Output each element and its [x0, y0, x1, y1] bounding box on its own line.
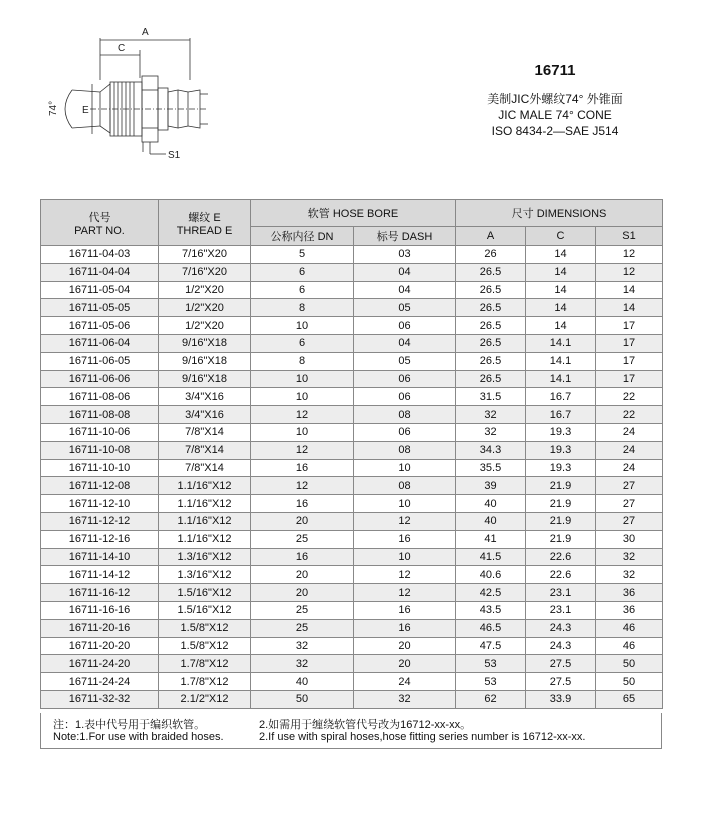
cell-c: 14 — [526, 281, 596, 299]
cell-c: 14 — [526, 263, 596, 281]
table-row — [41, 459, 663, 477]
cell-s1: 50 — [596, 673, 663, 691]
cell-s1: 17 — [596, 370, 663, 388]
note-cn-2: 2.如需用于缠绕软管代号改为16712-xx-xx。 — [259, 719, 472, 731]
cell-c: 24.3 — [526, 637, 596, 655]
cell-thread: 1.7/8"X12 — [159, 655, 251, 673]
cell-part-no: 16711-10-10 — [41, 459, 159, 477]
cell-a: 40.6 — [456, 566, 526, 584]
header-part-no — [41, 200, 159, 246]
cell-part-no: 16711-14-12 — [41, 566, 159, 584]
cell-dn: 6 — [251, 334, 354, 352]
header-thread-en: THREAD E — [176, 224, 233, 237]
cell-a: 31.5 — [456, 388, 526, 406]
cell-a: 35.5 — [456, 459, 526, 477]
cell-c: 14 — [526, 299, 596, 317]
notes-row-cn — [53, 716, 472, 732]
cell-c: 14.1 — [526, 352, 596, 370]
cell-a: 26.5 — [456, 281, 526, 299]
cell-a: 46.5 — [456, 619, 526, 637]
cell-c: 14.1 — [526, 334, 596, 352]
header-thread — [159, 200, 251, 246]
table-row — [41, 584, 663, 602]
header-hose-bore: 软管 HOSE BORE — [251, 200, 456, 227]
cell-c: 16.7 — [526, 406, 596, 424]
cell-dash: 06 — [354, 388, 456, 406]
cell-dash: 05 — [354, 299, 456, 317]
cell-dash: 16 — [354, 619, 456, 637]
header-part-cn: 代号 — [88, 211, 111, 224]
cell-dash: 12 — [354, 584, 456, 602]
cell-dash: 06 — [354, 317, 456, 335]
cell-c: 14 — [526, 246, 596, 264]
cell-c: 33.9 — [526, 690, 596, 708]
cell-a: 26.5 — [456, 263, 526, 281]
header-dash: 标号 DASH — [354, 227, 456, 246]
cell-s1: 30 — [596, 530, 663, 548]
cell-c: 19.3 — [526, 441, 596, 459]
cell-thread: 7/8"X14 — [159, 423, 251, 441]
cell-part-no: 16711-08-08 — [41, 406, 159, 424]
cell-thread: 1.3/16"X12 — [159, 548, 251, 566]
cell-part-no: 16711-06-04 — [41, 334, 159, 352]
table-row — [41, 317, 663, 335]
cell-s1: 46 — [596, 637, 663, 655]
table-row — [41, 246, 663, 264]
cell-dn: 40 — [251, 673, 354, 691]
cell-s1: 22 — [596, 388, 663, 406]
cell-dn: 12 — [251, 441, 354, 459]
fitting-drawing — [40, 20, 210, 170]
table-row — [41, 619, 663, 637]
cell-dash: 20 — [354, 637, 456, 655]
cell-dash: 24 — [354, 673, 456, 691]
cell-dn: 10 — [251, 370, 354, 388]
cell-s1: 27 — [596, 477, 663, 495]
cell-dn: 25 — [251, 619, 354, 637]
cell-a: 26.5 — [456, 299, 526, 317]
cell-part-no: 16711-04-04 — [41, 263, 159, 281]
cell-c: 21.9 — [526, 477, 596, 495]
cell-dn: 6 — [251, 263, 354, 281]
cell-thread: 1/2"X20 — [159, 317, 251, 335]
cell-dn: 12 — [251, 477, 354, 495]
table-row — [41, 530, 663, 548]
cell-a: 41 — [456, 530, 526, 548]
cell-thread: 9/16"X18 — [159, 352, 251, 370]
cell-dash: 04 — [354, 334, 456, 352]
header-dimensions: 尺寸 DIMENSIONS — [456, 200, 663, 227]
table-row — [41, 673, 663, 691]
notes-row-en — [53, 731, 586, 743]
cell-s1: 12 — [596, 263, 663, 281]
title-cn: 美制JIC外螺纹74° 外锥面 — [487, 92, 623, 106]
cell-part-no: 16711-10-06 — [41, 423, 159, 441]
cell-thread: 3/4"X16 — [159, 406, 251, 424]
cell-dn: 16 — [251, 548, 354, 566]
cell-thread: 1.1/16"X12 — [159, 530, 251, 548]
cell-dash: 08 — [354, 406, 456, 424]
cell-s1: 17 — [596, 352, 663, 370]
cell-part-no: 16711-12-16 — [41, 530, 159, 548]
cell-c: 24.3 — [526, 619, 596, 637]
cell-thread: 1.1/16"X12 — [159, 495, 251, 513]
cell-a: 32 — [456, 423, 526, 441]
dim-e-label: E — [82, 105, 89, 116]
cell-part-no: 16711-05-06 — [41, 317, 159, 335]
cell-a: 26.5 — [456, 317, 526, 335]
cell-dash: 08 — [354, 477, 456, 495]
cell-c: 22.6 — [526, 548, 596, 566]
cell-thread: 1.5/16"X12 — [159, 601, 251, 619]
cell-part-no: 16711-12-10 — [41, 495, 159, 513]
cell-dash: 32 — [354, 690, 456, 708]
table-row — [41, 281, 663, 299]
cell-a: 26.5 — [456, 352, 526, 370]
cell-a: 34.3 — [456, 441, 526, 459]
table-row — [41, 441, 663, 459]
cell-dash: 06 — [354, 423, 456, 441]
cell-dn: 16 — [251, 459, 354, 477]
cell-thread: 1.5/8"X12 — [159, 637, 251, 655]
cell-dn: 8 — [251, 299, 354, 317]
table-row — [41, 601, 663, 619]
cell-dn: 16 — [251, 495, 354, 513]
cell-dn: 12 — [251, 406, 354, 424]
table-row — [41, 299, 663, 317]
cell-thread: 3/4"X16 — [159, 388, 251, 406]
cell-part-no: 16711-06-05 — [41, 352, 159, 370]
spec-table — [40, 199, 663, 709]
cell-s1: 36 — [596, 601, 663, 619]
cell-thread: 1.5/8"X12 — [159, 619, 251, 637]
cell-part-no: 16711-05-05 — [41, 299, 159, 317]
cell-dn: 20 — [251, 512, 354, 530]
cell-a: 42.5 — [456, 584, 526, 602]
cell-dn: 25 — [251, 601, 354, 619]
cell-dash: 16 — [354, 530, 456, 548]
table-row — [41, 548, 663, 566]
cell-part-no: 16711-06-06 — [41, 370, 159, 388]
cell-thread: 1/2"X20 — [159, 281, 251, 299]
header-dn: 公称内径 DN — [251, 227, 354, 246]
cell-s1: 50 — [596, 655, 663, 673]
cell-s1: 22 — [596, 406, 663, 424]
cell-s1: 46 — [596, 619, 663, 637]
cell-thread: 1.1/16"X12 — [159, 512, 251, 530]
cell-dash: 04 — [354, 263, 456, 281]
dim-c-label: C — [118, 43, 126, 54]
cell-part-no: 16711-20-20 — [41, 637, 159, 655]
cell-part-no: 16711-32-32 — [41, 690, 159, 708]
cell-c: 16.7 — [526, 388, 596, 406]
cell-s1: 14 — [596, 299, 663, 317]
cell-s1: 65 — [596, 690, 663, 708]
cell-c: 21.9 — [526, 512, 596, 530]
cell-a: 62 — [456, 690, 526, 708]
cell-c: 19.3 — [526, 423, 596, 441]
table-row — [41, 406, 663, 424]
cell-dn: 5 — [251, 246, 354, 264]
header-part-en: PART NO. — [74, 224, 125, 237]
cell-part-no: 16711-16-16 — [41, 601, 159, 619]
cell-c: 27.5 — [526, 655, 596, 673]
cell-thread: 7/8"X14 — [159, 459, 251, 477]
cell-dn: 32 — [251, 655, 354, 673]
cell-s1: 24 — [596, 423, 663, 441]
cell-part-no: 16711-24-24 — [41, 673, 159, 691]
cell-s1: 32 — [596, 548, 663, 566]
cell-thread: 1.5/16"X12 — [159, 584, 251, 602]
cell-dn: 6 — [251, 281, 354, 299]
dim-a-label: A — [142, 27, 149, 38]
cell-thread: 7/16"X20 — [159, 263, 251, 281]
cell-part-no: 16711-24-20 — [41, 655, 159, 673]
cell-part-no: 16711-16-12 — [41, 584, 159, 602]
cell-c: 14.1 — [526, 370, 596, 388]
cell-dash: 16 — [354, 601, 456, 619]
table-row — [41, 423, 663, 441]
cell-s1: 12 — [596, 246, 663, 264]
cell-dn: 8 — [251, 352, 354, 370]
notes — [40, 713, 662, 749]
table-row — [41, 334, 663, 352]
cell-part-no: 16711-08-06 — [41, 388, 159, 406]
header-thread-cn: 螺纹 E — [188, 211, 221, 224]
cell-thread: 1.7/8"X12 — [159, 673, 251, 691]
cell-dash: 04 — [354, 281, 456, 299]
table-row — [41, 495, 663, 513]
cell-c: 19.3 — [526, 459, 596, 477]
cell-a: 47.5 — [456, 637, 526, 655]
cell-thread: 9/16"X18 — [159, 334, 251, 352]
cell-c: 23.1 — [526, 601, 596, 619]
cell-part-no: 16711-14-10 — [41, 548, 159, 566]
cell-dn: 32 — [251, 637, 354, 655]
title-block — [450, 62, 660, 139]
cell-c: 21.9 — [526, 530, 596, 548]
title-standard: ISO 8434-2—SAE J514 — [491, 124, 619, 138]
angle-label: 74° — [48, 100, 59, 116]
cell-dn: 10 — [251, 388, 354, 406]
cell-thread: 7/8"X14 — [159, 441, 251, 459]
cell-dn: 20 — [251, 566, 354, 584]
cell-thread: 1.3/16"X12 — [159, 566, 251, 584]
cell-dn: 25 — [251, 530, 354, 548]
cell-part-no: 16711-20-16 — [41, 619, 159, 637]
cell-thread: 2.1/2"X12 — [159, 690, 251, 708]
cell-dash: 03 — [354, 246, 456, 264]
cell-dash: 12 — [354, 512, 456, 530]
cell-a: 41.5 — [456, 548, 526, 566]
cell-dash: 05 — [354, 352, 456, 370]
cell-dash: 10 — [354, 459, 456, 477]
cell-dash: 10 — [354, 548, 456, 566]
cell-a: 53 — [456, 673, 526, 691]
cell-dn: 10 — [251, 317, 354, 335]
cell-c: 23.1 — [526, 584, 596, 602]
header-c: C — [526, 227, 596, 246]
cell-a: 32 — [456, 406, 526, 424]
table-row — [41, 655, 663, 673]
spec-table-body — [41, 246, 663, 709]
cell-a: 39 — [456, 477, 526, 495]
header-s1: S1 — [596, 227, 663, 246]
cell-a: 43.5 — [456, 601, 526, 619]
table-row — [41, 370, 663, 388]
cell-a: 40 — [456, 495, 526, 513]
cell-a: 26.5 — [456, 370, 526, 388]
table-row — [41, 388, 663, 406]
cell-dash: 06 — [354, 370, 456, 388]
cell-dash: 20 — [354, 655, 456, 673]
cell-thread: 1/2"X20 — [159, 299, 251, 317]
cell-a: 26.5 — [456, 334, 526, 352]
cell-part-no: 16711-05-04 — [41, 281, 159, 299]
table-row — [41, 512, 663, 530]
cell-s1: 24 — [596, 459, 663, 477]
product-code: 16711 — [534, 62, 576, 79]
note-en-1: Note:1.For use with braided hoses. — [53, 731, 224, 743]
cell-s1: 36 — [596, 584, 663, 602]
cell-dash: 10 — [354, 495, 456, 513]
cell-c: 14 — [526, 317, 596, 335]
table-row — [41, 477, 663, 495]
cell-part-no: 16711-12-12 — [41, 512, 159, 530]
fitting-diagram — [40, 20, 210, 170]
cell-s1: 32 — [596, 566, 663, 584]
cell-dn: 50 — [251, 690, 354, 708]
cell-c: 21.9 — [526, 495, 596, 513]
cell-s1: 14 — [596, 281, 663, 299]
cell-thread: 7/16"X20 — [159, 246, 251, 264]
cell-s1: 27 — [596, 495, 663, 513]
note-en-2: 2.If use with spiral hoses,hose fitting series number is 16712-xx-xx. — [259, 731, 586, 743]
cell-a: 26 — [456, 246, 526, 264]
cell-part-no: 16711-04-03 — [41, 246, 159, 264]
cell-dn: 20 — [251, 584, 354, 602]
cell-dn: 10 — [251, 423, 354, 441]
table-row — [41, 263, 663, 281]
title-en: JIC MALE 74° CONE — [498, 108, 612, 122]
cell-s1: 27 — [596, 512, 663, 530]
cell-a: 53 — [456, 655, 526, 673]
header-a: A — [456, 227, 526, 246]
cell-a: 40 — [456, 512, 526, 530]
table-row — [41, 352, 663, 370]
cell-c: 22.6 — [526, 566, 596, 584]
cell-s1: 17 — [596, 334, 663, 352]
cell-dash: 12 — [354, 566, 456, 584]
cell-dash: 08 — [354, 441, 456, 459]
cell-part-no: 16711-10-08 — [41, 441, 159, 459]
note-cn-1: 注：1.表中代号用于编织软管。 — [53, 719, 206, 731]
cell-thread: 9/16"X18 — [159, 370, 251, 388]
table-row — [41, 690, 663, 708]
cell-thread: 1.1/16"X12 — [159, 477, 251, 495]
table-row — [41, 637, 663, 655]
cell-s1: 24 — [596, 441, 663, 459]
dim-s1-label: S1 — [168, 150, 181, 161]
cell-s1: 17 — [596, 317, 663, 335]
table-row — [41, 566, 663, 584]
cell-c: 27.5 — [526, 673, 596, 691]
cell-part-no: 16711-12-08 — [41, 477, 159, 495]
